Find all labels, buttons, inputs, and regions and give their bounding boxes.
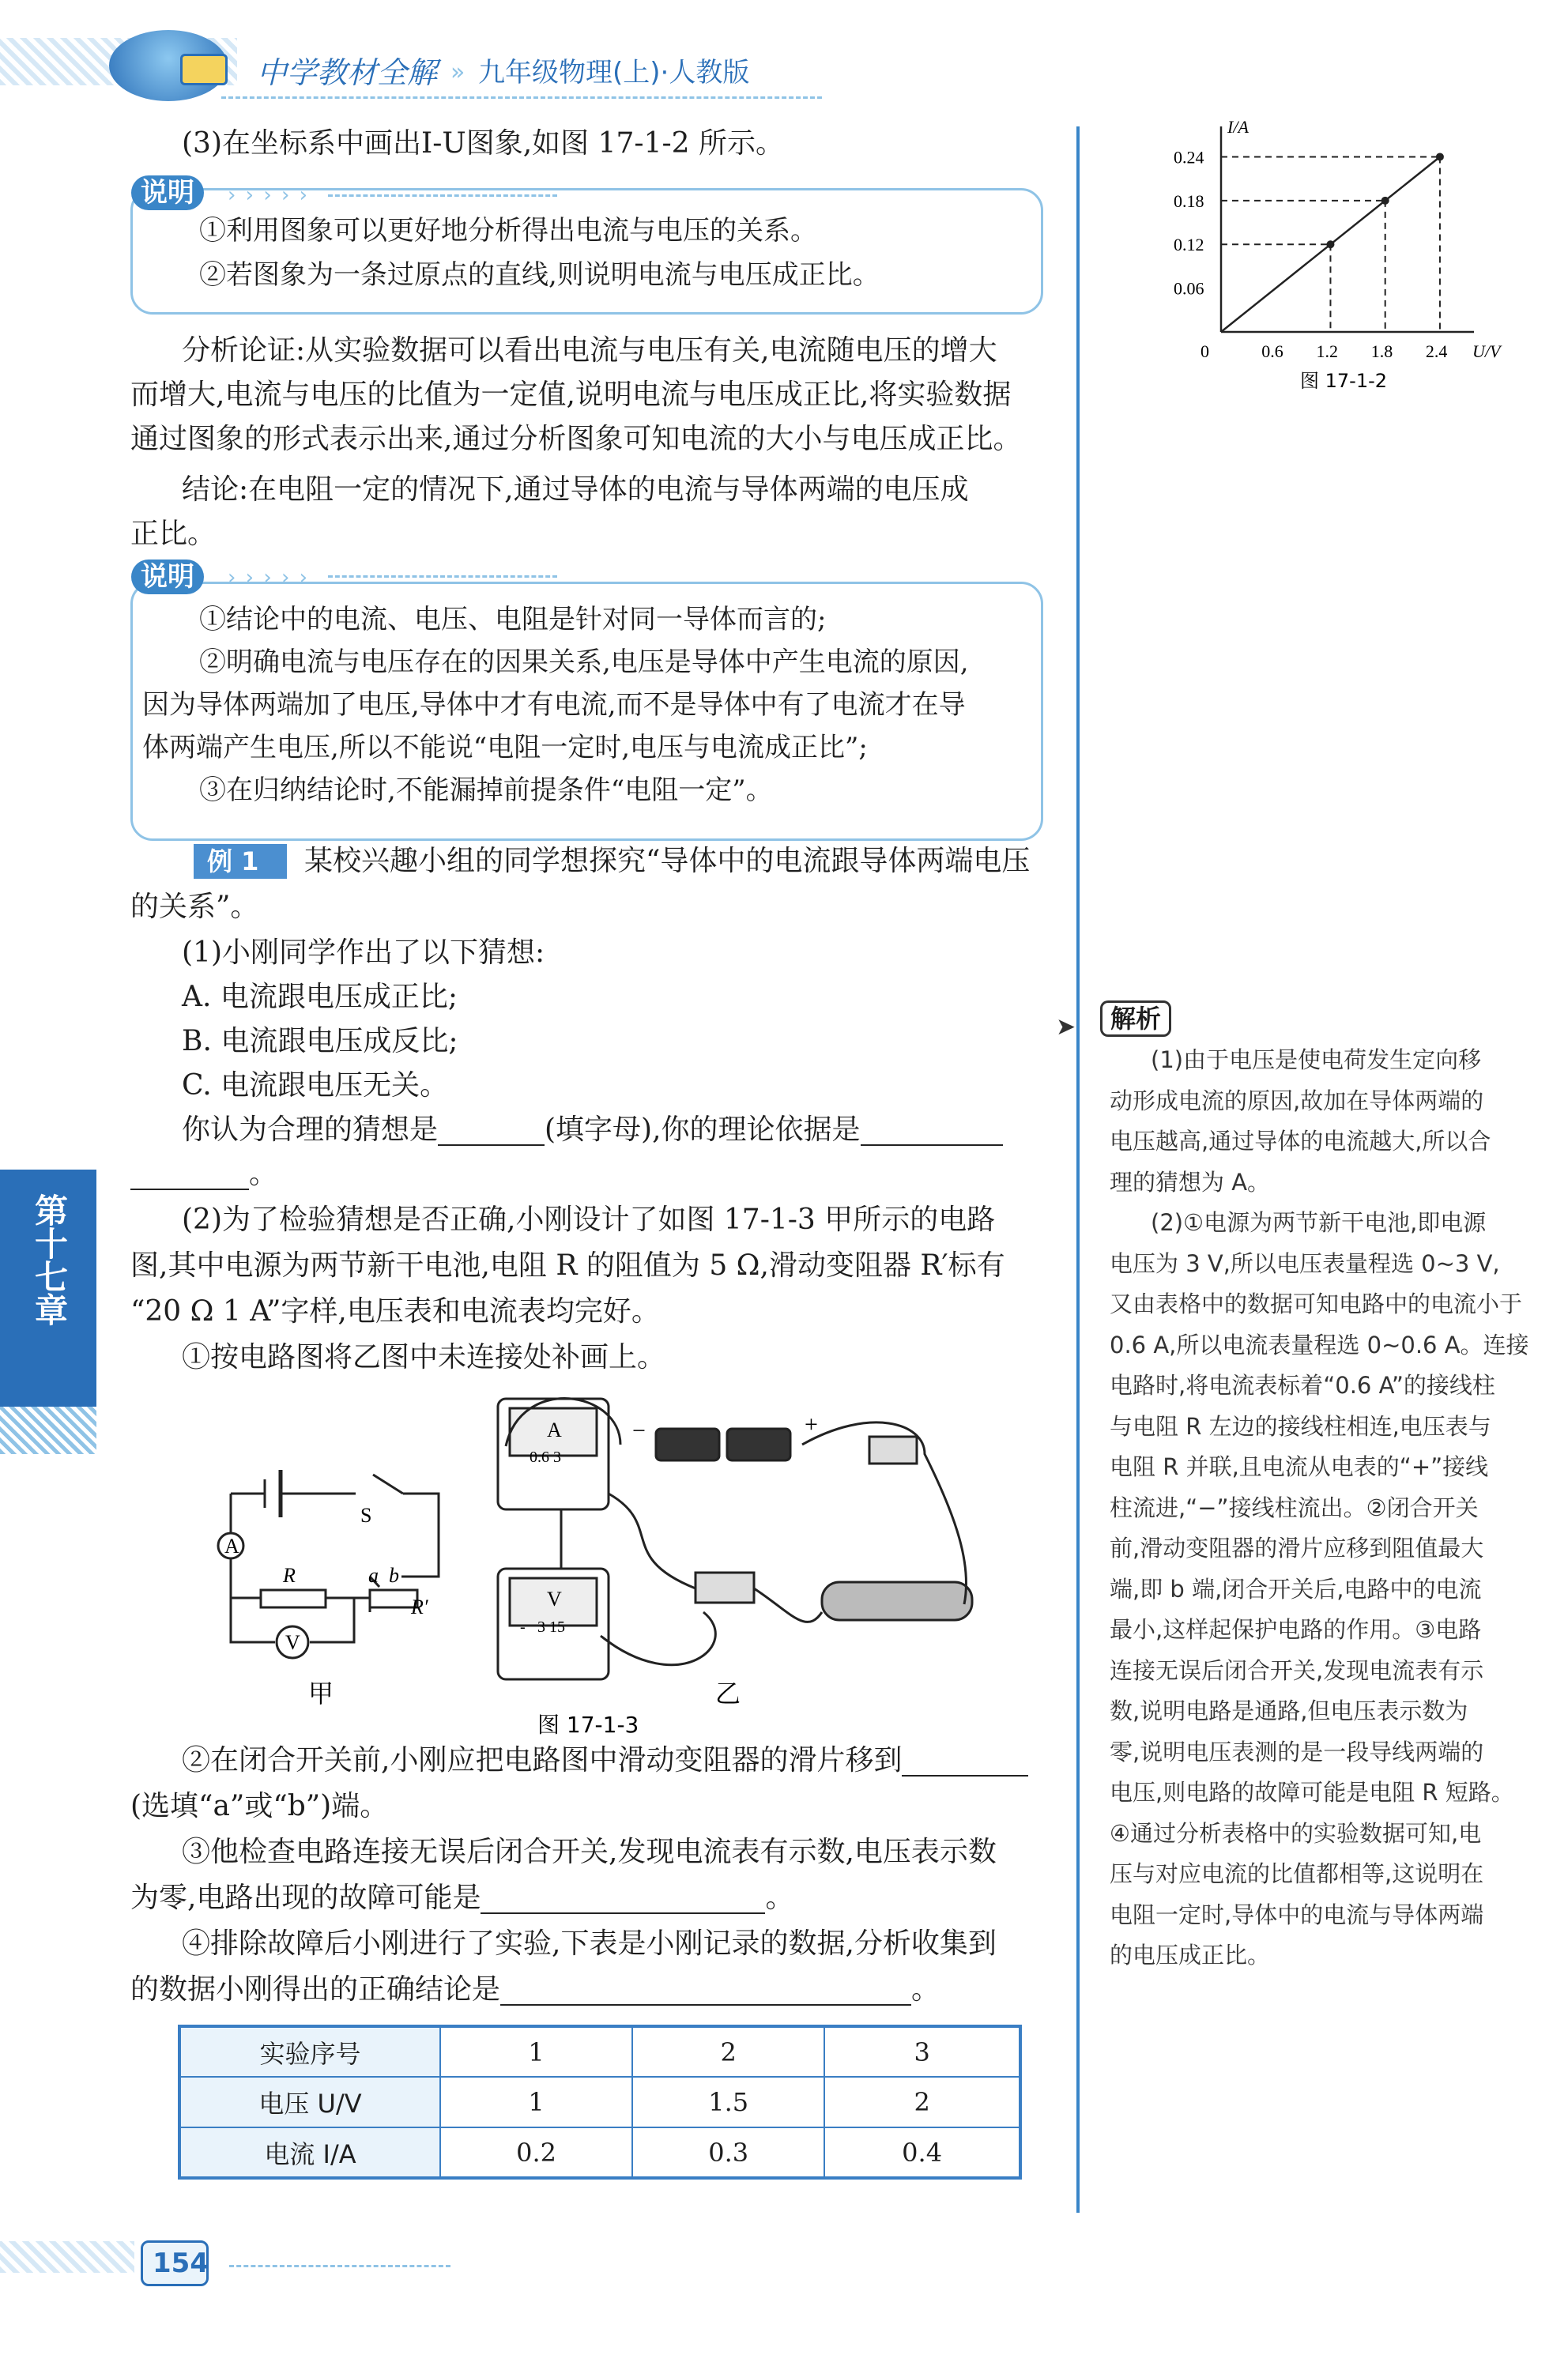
fig-yi: 乙 (715, 1679, 741, 1709)
sidebar-line: 又由表格中的数据可知电路中的电流小于 (1110, 1291, 1523, 1317)
table-row (179, 2026, 1020, 2077)
q2a-text: ①按电路图将乙图中未连接处补画上。 (182, 1341, 666, 1373)
page-number: 154 (153, 2248, 209, 2279)
q2c-line-1: ③他检查电路连接无误后闭合开关,发现电流表有示数,电压表示数 (182, 1836, 997, 1868)
rheostat-device (822, 1582, 972, 1620)
q1-text: (1)小刚同学作出了以下猜想: (182, 936, 545, 969)
table-cell: 电压 U/V (179, 2077, 440, 2127)
arrows-icon: › › › › › (228, 566, 310, 590)
q2b-a: ②在闭合开关前,小刚应把电路图中滑动变阻器的滑片移到 (182, 1744, 903, 1777)
q2c-end: 。 (765, 1882, 794, 1914)
x-tick-label: 1.8 (1370, 341, 1393, 361)
note1-line-1: ①利用图象可以更好地分析得出电流与电压的关系。 (199, 215, 817, 247)
note2-line-5: ③在归纳结论时,不能漏掉前提条件“电阻一定”。 (199, 774, 773, 806)
x-tick-label: 0.6 (1261, 341, 1283, 361)
table-cell: 实验序号 (179, 2026, 440, 2077)
header-bar (0, 0, 1568, 119)
sidebar-tag-label: 解析 (1110, 1004, 1162, 1034)
q2c-line-2 (130, 1882, 793, 1914)
arrows-icon: › › › › › (228, 183, 310, 207)
table-cell: 1 (440, 2026, 632, 2077)
chapter-tab-label: 第十七章 (30, 1193, 69, 1326)
sidebar-line: 电路时,将电流表标着“0.6 A”的接线柱 (1110, 1372, 1495, 1399)
table-cell: 0.3 (632, 2127, 824, 2178)
ammeter-label: A (224, 1535, 239, 1558)
note-tag-2: 说明 (131, 560, 204, 594)
example-line-2: 的关系”。 (130, 891, 259, 923)
y-tick-label: 0.12 (1174, 235, 1204, 255)
example-line-1: 某校兴趣小组的同学想探究“导体中的电流跟导体两端电压 (304, 845, 1031, 877)
sidebar-line: 电压,则电路的故障可能是电阻 R 短路。 (1110, 1779, 1514, 1806)
analysis-line-3: 通过图象的形式表示出来,通过分析图象可知电流的大小与电压成正比。 (130, 423, 1022, 455)
data-table (178, 2025, 1022, 2180)
resistor-device (695, 1573, 754, 1603)
header-rule (221, 96, 822, 99)
table-cell: 2 (632, 2026, 824, 2077)
answer-blank[interactable] (902, 1751, 1028, 1777)
note-tag-1: 说明 (131, 175, 204, 210)
y-tick-label: 0.18 (1174, 190, 1204, 211)
answer-blank[interactable] (861, 1121, 1003, 1146)
q1-ask-b: (填字母),你的理论依据是 (545, 1113, 861, 1146)
table-cell: 1.5 (632, 2077, 824, 2127)
table-cell: 0.4 (824, 2127, 1020, 2178)
chart-caption: 图 17-1-2 (1300, 370, 1388, 392)
q1-ask-cont (130, 1159, 277, 1190)
table-cell: 电流 I/A (179, 2127, 440, 2178)
column-divider (1076, 126, 1080, 2213)
book-title: 中学教材全解 (257, 55, 438, 90)
q2-line-3: “20 Ω 1 A”字样,电压表和电流表均完好。 (130, 1295, 660, 1328)
x-tick-label: 1.2 (1316, 341, 1338, 361)
analysis-line-2: 而增大,电流与电压的比值为一定值,说明电流与电压成正比,将实验数据 (130, 379, 1012, 411)
sidebar-line: 柱流进,“−”接线柱流出。②闭合开关 (1110, 1494, 1479, 1521)
answer-blank[interactable] (130, 1165, 249, 1190)
sidebar-line: 零,说明电压表测的是一段导线两端的 (1110, 1738, 1484, 1765)
origin-label: 0 (1200, 341, 1209, 361)
q2d-b: 的数据小刚得出的正确结论是 (130, 1973, 501, 2006)
circuit-figure (190, 1375, 1059, 1739)
table-row (179, 2077, 1020, 2127)
step-3-text: (3)在坐标系中画出I-U图象,如图 17-1-2 所示。 (182, 127, 784, 160)
q2b-line-2: (选填“a”或“b”)端。 (130, 1790, 389, 1822)
sidebar-line: 数,说明电路是通路,但电压表示数为 (1110, 1697, 1468, 1724)
answer-blank[interactable] (481, 1889, 765, 1914)
q2-line-2: 图,其中电源为两节新干电池,电阻 R 的阻值为 5 Ω,滑动变阻器 R′标有 (130, 1249, 1005, 1282)
sidebar-line: (2)①电源为两节新干电池,即电源 (1151, 1209, 1487, 1236)
sidebar-line: 连接无误后闭合开关,发现电流表有示 (1110, 1656, 1484, 1684)
voltmeter-label: V (285, 1631, 300, 1654)
conclusion-line-1: 结论:在电阻一定的情况下,通过导体的电流与导体两端的电压成 (182, 473, 969, 506)
note-box-1 (130, 188, 1043, 315)
table-cell: 0.2 (440, 2127, 632, 2178)
sidebar-line: 电压越高,通过导体的电流越大,所以合 (1110, 1128, 1491, 1155)
battery-icon (727, 1429, 790, 1460)
y-tick-label: 0.06 (1174, 278, 1204, 299)
i-u-chart (1162, 117, 1501, 403)
resistor-label: R (283, 1564, 296, 1587)
sidebar-line: 电阻 R 并联,且电流从电表的“+”接线 (1110, 1453, 1489, 1480)
q2-line-1: (2)为了检验猜想是否正确,小刚设计了如图 17-1-3 甲所示的电路 (182, 1204, 996, 1236)
q2d-end: 。 (911, 1973, 940, 2006)
sidebar-line: ④通过分析表格中的实验数据可知,电 (1110, 1819, 1482, 1847)
q2b-line (182, 1745, 1028, 1777)
battery-minus: − (632, 1418, 646, 1444)
q2d-line-1: ④排除故障后小刚进行了实验,下表是小刚记录的数据,分析收集到 (182, 1927, 997, 1960)
fig-jia: 甲 (308, 1679, 334, 1709)
note2-line-1: ①结论中的电流、电压、电阻是针对同一导体而言的; (199, 604, 827, 635)
sidebar-line: 电压为 3 V,所以电压表量程选 0~3 V, (1110, 1249, 1500, 1277)
chevron-double-icon: » (450, 58, 466, 86)
table-cell: 1 (440, 2077, 632, 2127)
sidebar-line: 压与对应电流的比值都相等,这说明在 (1110, 1860, 1484, 1887)
option-c: C. 电流跟电压无关。 (182, 1069, 449, 1102)
note1-line-2: ②若图象为一条过原点的直线,则说明电流与电压成正比。 (199, 259, 880, 291)
switch-label: S (360, 1504, 372, 1527)
sidebar-line: 与电阻 R 左边的接线柱相连,电压表与 (1110, 1412, 1491, 1440)
battery-plus: + (805, 1411, 818, 1437)
table-cell: 2 (824, 2077, 1020, 2127)
rheostat-label: R′ (411, 1596, 428, 1618)
conclusion-line-2: 正比。 (130, 518, 217, 550)
note2-line-3: 因为导体两端加了电压,导体中才有电流,而不是导体中有了电流才在导 (142, 689, 966, 721)
option-a: A. 电流跟电压成正比; (182, 981, 458, 1013)
example-tag-label: 例 1 (207, 846, 259, 876)
x-tick-label: 2.4 (1425, 341, 1448, 361)
q2c-b: 为零,电路出现的故障可能是 (130, 1882, 481, 1914)
q1-ask-a: 你认为合理的猜想是 (182, 1113, 439, 1146)
battery-icon (656, 1429, 719, 1460)
table-cell: 3 (824, 2026, 1020, 2077)
fig-caption: 图 17-1-3 (537, 1712, 639, 1738)
sidebar-line: (1)由于电压是使电荷发生定向移 (1151, 1046, 1482, 1073)
x-axis-label: U/V (1472, 341, 1501, 361)
q1-end: 。 (249, 1158, 278, 1190)
note2-line-4: 体两端产生电压,所以不能说“电阻一定时,电压与电流成正比”; (142, 732, 868, 763)
switch-device (869, 1437, 917, 1464)
q2d-line-2 (130, 1974, 940, 2006)
analysis-line-1: 分析论证:从实验数据可以看出电流与电压有关,电流随电压的增大 (182, 334, 997, 367)
y-axis-label: I/A (1227, 117, 1249, 137)
note2-line-2: ②明确电流与电压存在的因果关系,电压是导体中产生电流的原因, (199, 646, 969, 678)
sidebar-line: 电阻一定时,导体中的电流与导体两端 (1110, 1901, 1484, 1928)
answer-blank[interactable] (500, 1980, 911, 2006)
sidebar-line: 的电压成正比。 (1110, 1942, 1271, 1969)
option-b: B. 电流跟电压成反比; (182, 1025, 458, 1057)
sidebar-line: 端,即 b 端,闭合开关后,电路中的电流 (1110, 1575, 1482, 1603)
sidebar-line: 0.6 A,所以电流表量程选 0~0.6 A。连接 (1110, 1331, 1529, 1358)
book-subtitle: 九年级物理(上)·人教版 (478, 57, 750, 89)
sidebar-tag (1100, 1000, 1171, 1037)
end-a-label: a (368, 1564, 379, 1587)
table-row (179, 2127, 1020, 2178)
voltmeter-scale: 3 15 (537, 1618, 565, 1636)
ammeter-device-label: A (547, 1419, 562, 1441)
end-b-label: b (389, 1564, 399, 1587)
sidebar-line: 前,滑动变阻器的滑片应移到阻值最大 (1110, 1535, 1484, 1562)
y-tick-label: 0.24 (1174, 147, 1204, 168)
sidebar-arrow-icon: ➤ (1056, 1013, 1076, 1041)
ammeter-scale: 0.6 3 (530, 1449, 561, 1466)
sidebar-line: 动形成电流的原因,故加在导体两端的 (1110, 1087, 1484, 1114)
answer-blank[interactable] (438, 1121, 545, 1146)
voltmeter-neg: - (520, 1618, 526, 1636)
q1-ask (182, 1114, 1003, 1146)
footer-rule (229, 2265, 450, 2267)
voltmeter-device-label: V (547, 1588, 562, 1611)
sidebar-line: 最小,这样起保护电路的作用。③电路 (1110, 1616, 1482, 1643)
sidebar-line: 理的猜想为 A。 (1110, 1168, 1271, 1196)
